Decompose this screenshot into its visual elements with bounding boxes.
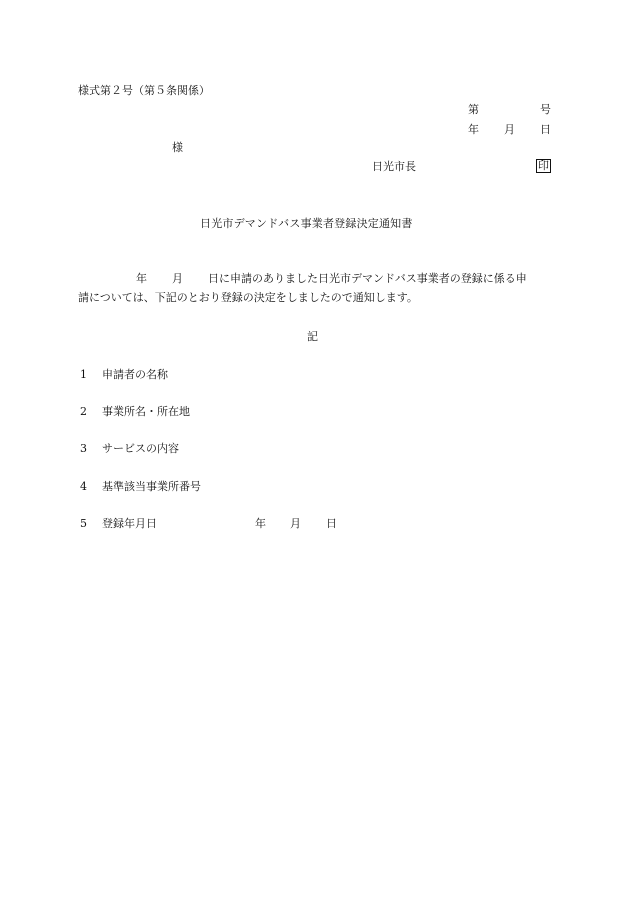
item-number: 4: [80, 480, 87, 493]
date-month: 月: [504, 123, 515, 136]
body-line1: 日に申請のありました日光市デマンドバス事業者の登録に係る申: [208, 272, 527, 285]
body-line2: 請については、下記のとおり登録の決定をしましたので通知します。: [78, 291, 418, 304]
form-label: 様式第２号（第５条関係）: [78, 84, 210, 97]
number-go: 号: [540, 103, 551, 116]
item-2: [80, 406, 190, 417]
item-number: 5: [80, 517, 87, 530]
item-number: 2: [80, 405, 87, 418]
document-title: 日光市デマンドバス事業者登録決定通知書: [200, 217, 413, 230]
item-label: サービスの内容: [102, 442, 179, 455]
issuer: 日光市長: [372, 160, 416, 173]
item-label: 申請者の名称: [102, 368, 168, 381]
ki-heading: 記: [307, 330, 318, 343]
seal-stamp: [536, 159, 551, 173]
seal-text: 印: [538, 159, 549, 172]
item-4: [80, 481, 201, 492]
item-number: 3: [80, 442, 87, 455]
item-label: 登録年月日: [102, 517, 157, 530]
item-5-year: 年: [255, 517, 266, 530]
item-1: [80, 369, 168, 380]
recipient-suffix: 様: [172, 141, 183, 154]
body-month: 月: [172, 272, 183, 285]
item-label: 事業所名・所在地: [102, 405, 190, 418]
item-3: [80, 443, 179, 454]
body-year: 年: [136, 272, 147, 285]
date-day: 日: [540, 123, 551, 136]
number-dai: 第: [468, 103, 479, 116]
item-5-month: 月: [290, 517, 301, 530]
item-5-day: 日: [326, 517, 337, 530]
item-number: 1: [80, 368, 87, 381]
date-year: 年: [468, 123, 479, 136]
item-5: [80, 518, 157, 529]
item-label: 基準該当事業所番号: [102, 480, 201, 493]
